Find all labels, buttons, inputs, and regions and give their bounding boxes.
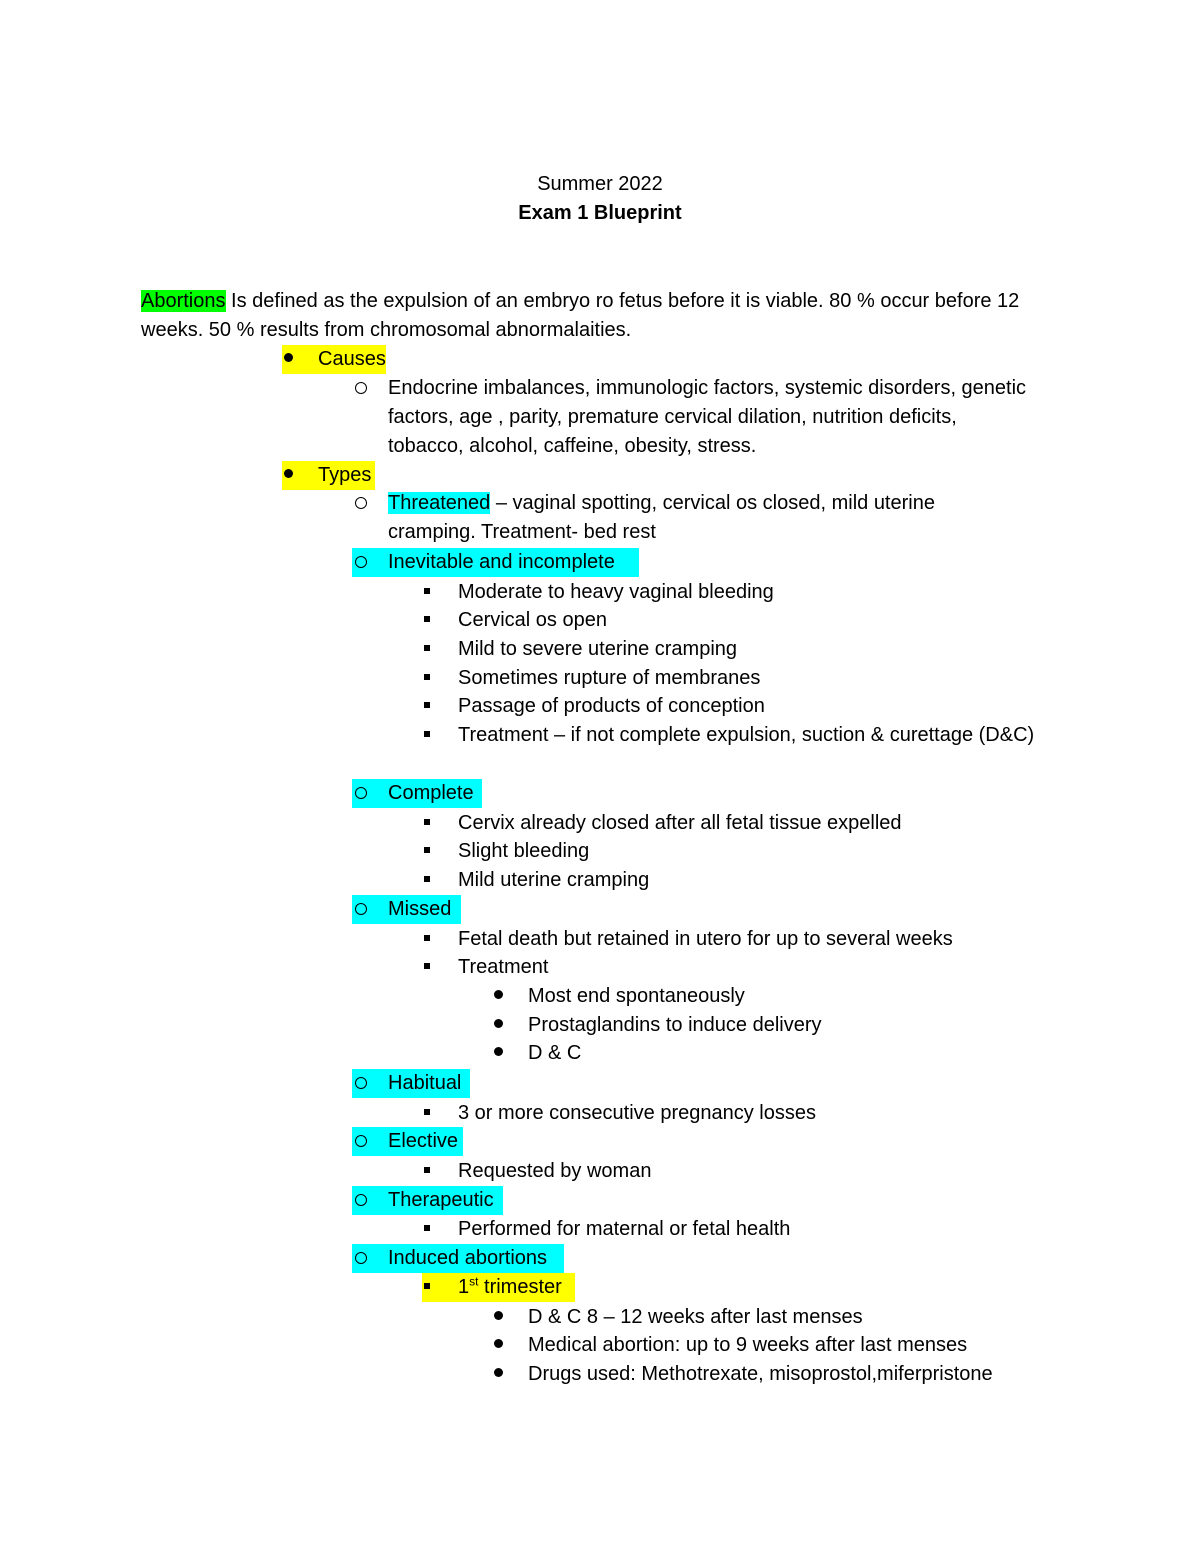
list-item: Treatment – if not complete expulsion, suction & curettage (D&C) bbox=[458, 724, 1035, 746]
intro-paragraph bbox=[141, 287, 1071, 345]
square-bullet-icon bbox=[424, 866, 430, 895]
circle-bullet-icon bbox=[355, 895, 367, 924]
induced-heading: Induced abortions bbox=[352, 1244, 564, 1273]
circle-bullet-icon bbox=[355, 1244, 367, 1273]
missed-heading: Missed bbox=[352, 895, 461, 924]
bullet-dot-icon bbox=[494, 1011, 503, 1040]
square-bullet-icon bbox=[424, 664, 430, 693]
trimester-heading: 1st trimester bbox=[422, 1273, 575, 1302]
bullet-dot-icon bbox=[284, 461, 293, 490]
inevitable-heading: Inevitable and incomplete bbox=[352, 548, 639, 577]
bullet-dot-icon bbox=[494, 1360, 503, 1389]
bullet-dot-icon bbox=[494, 1039, 503, 1068]
circle-bullet-icon bbox=[355, 1069, 367, 1098]
threatened-marker bbox=[352, 489, 382, 518]
complete-heading: Complete bbox=[352, 779, 482, 808]
threatened-text: – vaginal spotting, cervical os closed, mild uterine cramping. Treatment- bed rest bbox=[388, 492, 935, 543]
square-bullet-icon bbox=[424, 606, 430, 635]
square-bullet-icon bbox=[424, 578, 430, 607]
document-page: Summer 2022 Exam 1 Blueprint Abortions Is defined as the expulsion of an embryo ro fetus before it is viable. 80 % occur before 12 weeks. 50 % results from chromosomal abnormalaities. Causes Endocrine imbalances, immunologic factors, systemic disorders, genetic factors, age , parity, premature cervical dilation, nutrition deficits, tobacco, alcohol, caffeine, obesity, stress. Types Threatened – vaginal spotting, cervical os closed, mild uterine cramping. Treatment- bed rest Inevitable and incomplete Moderate to heavy vaginal bleeding Cervical os open Mild to severe uterine cramping Sometimes rupture of membranes Passage of products of conception Treatment – if not complete expulsion, suction & curettage (D&C) Complete Cervix already closed after all fetal tissue expelled Slight bleeding Mild uterine cramping Missed Fetal death but retained in utero for up to several weeks Treatment Most end spontaneously Prostaglandins to induce delivery D & C Habitual 3 or more consecutive pregnancy losses Elective Requested by woman Therapeutic Performed for maternal or fetal health Induced abortions 1st trimester D & C 8 – 12 weeks after last menses Medical abortion: up to 9 weeks after last menses Drugs used: Methotrexate, misoprostol,miferpristone bbox=[0, 0, 1200, 1553]
document-title: Exam 1 Blueprint bbox=[518, 202, 682, 224]
bullet-dot-icon bbox=[494, 982, 503, 1011]
intro-term: Abortions bbox=[141, 290, 226, 312]
term-heading: Summer 2022 bbox=[537, 173, 663, 195]
square-bullet-icon bbox=[424, 635, 430, 664]
causes-heading: Causes bbox=[282, 345, 386, 374]
circle-bullet-icon bbox=[355, 489, 367, 518]
intro-text: Is defined as the expulsion of an embryo ro fetus before it is viable. 80 % occur before 12 weeks. 50 % results from chromosomal abnormalaities. bbox=[141, 290, 1020, 341]
therapeutic-heading: Therapeutic bbox=[352, 1186, 503, 1215]
circle-bullet-icon bbox=[355, 1186, 367, 1215]
square-bullet-icon bbox=[424, 1157, 430, 1186]
elective-heading: Elective bbox=[352, 1127, 463, 1156]
square-bullet-icon bbox=[424, 721, 430, 750]
square-bullet-icon bbox=[424, 1099, 430, 1128]
square-bullet-icon bbox=[424, 953, 430, 982]
habitual-heading: Habitual bbox=[352, 1069, 470, 1098]
square-bullet-icon bbox=[424, 1273, 430, 1302]
square-bullet-icon bbox=[424, 1215, 430, 1244]
bullet-dot-icon bbox=[494, 1331, 503, 1360]
bullet-dot-icon bbox=[284, 345, 293, 374]
threatened-label: Threatened bbox=[388, 492, 491, 514]
circle-bullet-icon bbox=[355, 779, 367, 808]
circle-bullet-icon bbox=[355, 1127, 367, 1156]
square-bullet-icon bbox=[424, 809, 430, 838]
threatened-item bbox=[388, 489, 998, 547]
square-bullet-icon bbox=[424, 837, 430, 866]
types-heading: Types bbox=[282, 461, 375, 490]
circle-bullet-icon bbox=[355, 548, 367, 577]
square-bullet-icon bbox=[424, 925, 430, 954]
square-bullet-icon bbox=[424, 692, 430, 721]
causes-item: Endocrine imbalances, immunologic factors, systemic disorders, genetic factors, age , parity, premature cervical dilation, nutrition deficits, tobacco, alcohol, caffeine, obesity, stress. bbox=[388, 377, 1027, 457]
bullet-dot-icon bbox=[494, 1303, 503, 1332]
circle-bullet-icon bbox=[355, 374, 367, 403]
